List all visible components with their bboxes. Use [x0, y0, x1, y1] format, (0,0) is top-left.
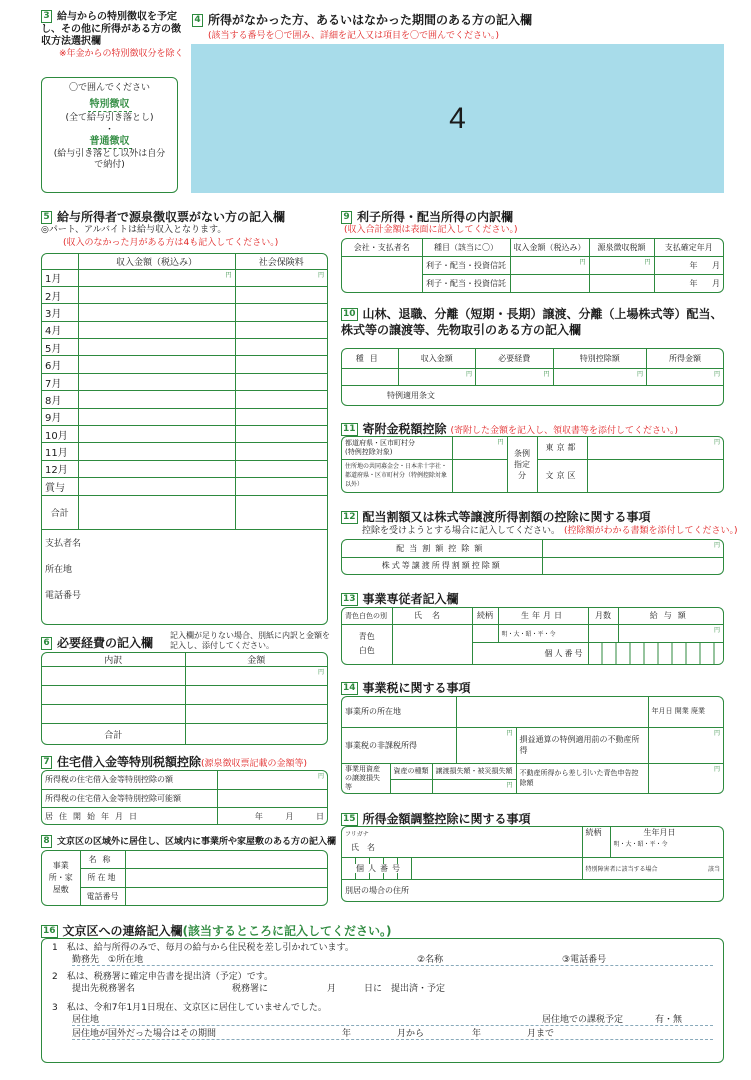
section-3 — [41, 10, 186, 60]
section-4-title: 所得がなかった方、あるいはなかった期間のある方の記入欄 — [208, 13, 533, 27]
salary-table — [41, 253, 328, 625]
interest-table — [341, 238, 724, 293]
salary-col-income: 収入金額（税込み） — [78, 254, 235, 269]
salary-month-income[interactable] — [78, 478, 235, 495]
contact-line-3-period[interactable]: 居住地が国外だった場合はその期間 年 月から 年 月まで — [72, 1028, 713, 1042]
dividend-deduction-amount[interactable]: 円 — [542, 540, 723, 557]
expense-detail[interactable] — [42, 705, 185, 724]
salary-month-income[interactable] — [78, 391, 235, 408]
loss-amount[interactable]: 円 — [432, 779, 516, 793]
salary-month-insurance[interactable] — [235, 339, 327, 356]
separate-deduction[interactable]: 円 — [553, 369, 646, 386]
premises-address-label: 所在地 — [80, 869, 125, 887]
premises-name-label: 名称 — [80, 851, 125, 869]
real-estate-label: 損益通算の特例適用前の不動産所得 — [516, 727, 648, 763]
section-11-title: 寄附金税額控除 — [362, 422, 447, 436]
salary-month-row — [42, 269, 327, 286]
contact-line-2: 2 私は、税務署に確定申告書を提出済（予定）です。 — [52, 972, 274, 982]
interest-col-income: 収入金額（税込み） — [510, 239, 589, 256]
contact-line-1-fields[interactable]: 勤務先 ①所在地 ②名称 ③電話番号 — [72, 954, 713, 968]
salary-month-row — [42, 408, 327, 425]
bunkyo-amount[interactable] — [587, 459, 723, 492]
adjust-kojin-cell[interactable]: 個人番号 — [342, 857, 582, 879]
section-13-number: 13 — [343, 594, 356, 604]
section-14-heading — [341, 679, 471, 696]
separate-expense[interactable]: 円 — [476, 369, 554, 386]
interest-col-date: 支払確定年月 — [654, 239, 723, 256]
salary-month-income[interactable] — [78, 286, 235, 303]
section-13-heading — [341, 590, 459, 607]
salary-month-row — [42, 478, 327, 495]
salary-month-label: 6月 — [42, 356, 78, 373]
salary-month-insurance[interactable]: 円 — [235, 269, 327, 286]
salary-total-income[interactable] — [78, 495, 235, 529]
separate-income[interactable]: 円 — [398, 369, 476, 386]
interest-kind[interactable]: 利子・配当・投資信託 — [422, 275, 510, 292]
separate-col-deduction: 特別控除額 — [553, 349, 646, 369]
dividend-deduction-label: 配当割額控除額 — [342, 540, 542, 557]
tokyo-label: 東京都 — [537, 437, 587, 459]
nontaxable-label: 事業税の非課税所得 — [342, 727, 456, 763]
section-9-note: (収入合計金額は表面に記入してください。) — [344, 225, 518, 235]
salary-month-income[interactable] — [78, 443, 235, 460]
section-5-title: 給与所得者で源泉徴収票がない方の記入欄 — [57, 210, 286, 224]
donation-other-label: 住所地の共同募金会・日本赤十字社・都道府県・区市町村分（特例控除対象以外） — [342, 459, 452, 492]
housing-possible-label: 所得税の住宅借入金等特別控除可能額 — [42, 789, 217, 807]
section-6-number: 6 — [41, 637, 52, 650]
salary-month-income[interactable] — [78, 373, 235, 390]
family-kojin-label: 個人番号 — [472, 643, 588, 664]
expenses-table — [41, 652, 328, 745]
section-5-note: (収入のなかった月がある方は4も記入してください。) — [63, 238, 279, 248]
section-15-heading — [341, 810, 531, 827]
section-5-heading — [41, 208, 285, 225]
salary-month-label: 10月 — [42, 426, 78, 443]
contact-line-3-residence[interactable]: 居住地 居住地での課税予定 有・無 — [72, 1014, 713, 1028]
salary-month-income[interactable]: 円 — [78, 269, 235, 286]
interest-col-payer: 会社・支払者名 — [342, 239, 422, 256]
adjust-name-cell[interactable]: フリガナ 氏名 — [342, 827, 582, 857]
salary-total-label: 合計 — [42, 495, 78, 529]
family-employee-table — [341, 607, 724, 665]
section-5-sub: ◎パート、アルバイトは給与収入となります。 — [41, 225, 227, 235]
donation-pref-amount[interactable]: 円 — [452, 437, 507, 459]
residence-start-label: 居住開始年月日 — [42, 807, 217, 825]
section-16-note: (該当するところに記入してください。) — [182, 924, 392, 938]
section-6-note: 記入欄が足りない場合、別紙に内訳と金額を記入し、添付してください。 — [170, 631, 330, 650]
circle-instruction: 〇で囲んでください — [68, 83, 150, 93]
expense-detail[interactable] — [42, 686, 185, 705]
section-14-title: 事業税に関する事項 — [362, 681, 471, 695]
family-col-months: 月数 — [588, 608, 618, 624]
interest-payer[interactable] — [342, 256, 422, 292]
business-tax-table — [341, 696, 724, 794]
premises-phone-label: 電話番号 — [80, 887, 125, 905]
ordinance-label: 条例指定分 — [507, 437, 537, 492]
section-9-title: 利子所得・配当所得の内訳欄 — [357, 210, 514, 224]
section-4-heading — [192, 11, 532, 28]
stock-deduction-amount[interactable] — [542, 557, 723, 574]
donation-pref-label: 都道府県・区市町村分 (特例控除対象) — [342, 437, 452, 459]
housing-deduction-amount[interactable]: 円 — [217, 771, 327, 789]
section-7-note: (源泉徴収票記載の金額等) — [201, 759, 308, 769]
section-12-heading — [341, 508, 651, 525]
separate-col-kind: 種目 — [342, 349, 398, 369]
asset-kind[interactable] — [390, 779, 432, 793]
salary-month-insurance[interactable] — [235, 460, 327, 477]
salary-month-income[interactable] — [78, 321, 235, 338]
interest-income[interactable]: 円 — [510, 256, 589, 274]
section-11-heading — [341, 420, 678, 437]
contact-box — [41, 938, 724, 1063]
section-4-number: 4 — [192, 14, 203, 27]
salary-month-label: 3月 — [42, 304, 78, 321]
salary-month-label: 11月 — [42, 443, 78, 460]
salary-month-label: 8月 — [42, 391, 78, 408]
salary-month-insurance[interactable] — [235, 373, 327, 390]
section-5-number: 5 — [41, 211, 52, 224]
option-bullet: ・ — [104, 125, 114, 135]
section-10-number: 10 — [343, 309, 356, 319]
blue-white-choice[interactable]: 青色 白色 — [342, 624, 392, 664]
income-adjustment-table — [341, 826, 724, 902]
expenses-col-amount: 金額 — [185, 653, 327, 667]
salary-month-insurance[interactable] — [235, 286, 327, 303]
blue-return-amount[interactable]: 円 — [648, 763, 723, 793]
salary-month-row — [42, 304, 327, 321]
payer-phone-label: 電話番号 — [45, 590, 82, 601]
family-col-color: 青色白色の別 — [342, 608, 392, 624]
salary-month-label: 9月 — [42, 408, 78, 425]
section-6-title: 必要経費の記入欄 — [57, 636, 154, 650]
salary-month-row — [42, 426, 327, 443]
premises-side-label: 事業所・家屋敷 — [42, 851, 80, 905]
salary-month-income[interactable] — [78, 304, 235, 321]
interest-col-tax: 源泉徴収税額 — [589, 239, 654, 256]
expense-amount[interactable] — [185, 686, 327, 705]
separate-kind[interactable] — [342, 369, 398, 386]
loss-label: 事業用資産の譲渡損失等 — [342, 763, 390, 793]
salary-total-insurance[interactable] — [235, 495, 327, 529]
open-close-date[interactable]: 年月日 開業 廃業 — [648, 697, 723, 727]
salary-month-row — [42, 356, 327, 373]
section-16-number: 16 — [43, 926, 56, 936]
redacted-number: 4 — [449, 101, 466, 135]
section-3-note: ※年金からの特別徴収分を除く — [59, 48, 184, 59]
salary-month-label: 1月 — [42, 269, 78, 286]
normal-collection-option[interactable]: 普通徴収 — [89, 136, 130, 147]
special-collection-option[interactable]: 特別徴収 — [89, 99, 130, 110]
salary-month-row — [42, 339, 327, 356]
family-salary[interactable]: 円 — [618, 624, 723, 643]
donation-table — [341, 436, 724, 493]
separate-address-cell[interactable]: 別居の場合の住所 — [342, 879, 723, 901]
salary-month-label: 4月 — [42, 321, 78, 338]
salary-month-row — [42, 286, 327, 303]
section-10-title: 山林、退職、分離（短期・長期）譲渡、分離（上場株式等）配当、株式等の譲渡等、先物取引のある方の記入欄 — [341, 307, 723, 337]
separate-income-total[interactable]: 円 — [646, 369, 723, 386]
section-15-title: 所得金額調整控除に関する事項 — [362, 812, 531, 826]
contact-line-3: 3 私は、令和7年1月1日現在、文京区に居住していませんでした。 — [52, 1003, 327, 1013]
section-8-heading — [41, 834, 336, 848]
section-9-heading — [341, 208, 513, 225]
interest-income[interactable] — [510, 275, 589, 292]
salary-month-insurance[interactable] — [235, 426, 327, 443]
family-col-salary: 給与額 — [618, 608, 723, 624]
nontaxable-amount[interactable]: 円 — [456, 727, 516, 763]
section-6-heading — [41, 634, 153, 651]
dividend-deduction-table — [341, 539, 724, 575]
salary-month-row — [42, 373, 327, 390]
section-8-number: 8 — [41, 835, 52, 848]
expense-amount[interactable] — [185, 705, 327, 724]
expenses-total-label: 合計 — [42, 724, 185, 746]
section-16-heading — [41, 922, 392, 939]
expense-detail[interactable] — [42, 667, 185, 686]
section-9-number: 9 — [341, 211, 352, 224]
salary-month-row — [42, 443, 327, 460]
special-disability-cell[interactable]: 特別障害者に該当する場合 該当 — [582, 857, 723, 879]
business-premises-table — [41, 850, 328, 906]
real-estate-amount[interactable]: 円 — [648, 727, 723, 763]
section-10-heading — [341, 306, 726, 338]
salary-month-insurance[interactable] — [235, 408, 327, 425]
loss-amount-label: 譲渡損失額・被災損失額 — [432, 763, 516, 779]
section-16-title: 文京区への連絡記入欄 — [62, 924, 183, 938]
salary-month-insurance[interactable] — [235, 304, 327, 321]
housing-loan-table — [41, 770, 328, 825]
collection-method-box — [41, 77, 178, 193]
expenses-total[interactable] — [185, 724, 327, 746]
interest-date[interactable]: 年 月 — [654, 275, 723, 292]
separate-col-income: 収入金額 — [398, 349, 476, 369]
section-7-number: 7 — [41, 756, 52, 769]
salary-month-income[interactable] — [78, 356, 235, 373]
family-col-relation: 続柄 — [472, 608, 498, 624]
section-12-title: 配当割額又は株式等譲渡所得割額の控除に関する事項 — [362, 510, 651, 524]
premises-address[interactable] — [125, 869, 327, 887]
salary-month-income[interactable] — [78, 408, 235, 425]
salary-month-insurance[interactable] — [235, 321, 327, 338]
normal-collection-sub: (給与引き落とし以外は自分で納付) — [53, 149, 166, 170]
salary-month-label: 12月 — [42, 460, 78, 477]
housing-possible-amount[interactable] — [217, 789, 327, 807]
stock-deduction-label: 株式等譲渡所得割額控除額 — [342, 557, 542, 574]
contact-line-1: 1 私は、給与所得のみで、毎月の給与から住民税を差し引かれています。 — [52, 943, 354, 953]
residence-start-date[interactable]: 年 月 日 — [217, 807, 327, 825]
salary-month-income[interactable] — [78, 460, 235, 477]
payer-name-label: 支払者名 — [45, 538, 82, 549]
interest-tax[interactable] — [589, 275, 654, 292]
contact-line-2-fields[interactable]: 提出先税務署名 税務署に 月 日に 提出済・予定 — [72, 984, 446, 994]
salary-month-label: 7月 — [42, 373, 78, 390]
premises-name[interactable] — [125, 851, 327, 869]
section-11-number: 11 — [343, 424, 356, 434]
separate-col-income-total: 所得金額 — [646, 349, 723, 369]
salary-month-insurance[interactable] — [235, 391, 327, 408]
asset-kind-label: 資産の種類 — [390, 763, 432, 779]
separate-income-table — [341, 348, 724, 406]
tokyo-amount[interactable]: 円 — [587, 437, 723, 459]
interest-tax[interactable]: 円 — [589, 256, 654, 274]
section-3-number: 3 — [41, 10, 52, 23]
section-12-sub: 控除を受けようとする場合に記入してください。 (控除額がわかる書類を添付してください。) — [362, 526, 738, 536]
family-kojin-number[interactable] — [588, 643, 723, 664]
family-name[interactable] — [392, 624, 472, 664]
business-address[interactable] — [456, 697, 648, 727]
payer-address-label: 所在地 — [45, 564, 73, 575]
salary-month-row — [42, 460, 327, 477]
business-address-label: 事業所の所在地 — [342, 697, 456, 727]
interest-kind[interactable]: 利子・配当・投資信託 — [422, 256, 510, 274]
family-col-birth: 生年月日 — [498, 608, 588, 624]
section-12-number: 12 — [343, 512, 356, 522]
section-3-title: 給与からの特別徴収を予定し、その他に所得がある方の徴収方法選択欄 — [41, 11, 181, 47]
section-14-number: 14 — [343, 683, 356, 693]
family-months[interactable] — [588, 624, 618, 643]
salary-month-income[interactable] — [78, 426, 235, 443]
special-collection-sub: (全て給与引き落とし) — [65, 113, 154, 123]
salary-month-label: 2月 — [42, 286, 78, 303]
housing-deduction-label: 所得税の住宅借入金等特別控除の額 — [42, 771, 217, 789]
salary-month-label: 5月 — [42, 339, 78, 356]
bunkyo-label: 文京区 — [537, 459, 587, 492]
adjust-birth-cell[interactable]: 生年月日 明・大・昭・平・令 — [610, 827, 723, 857]
donation-other-amount[interactable] — [452, 459, 507, 492]
expenses-col-detail: 内訳 — [42, 653, 185, 667]
interest-col-kind: 種目（該当に〇） — [422, 239, 510, 256]
interest-date[interactable]: 年 月 — [654, 256, 723, 274]
expense-amount[interactable]: 円 — [185, 667, 327, 686]
section-7-title: 住宅借入金等特別税額控除 — [57, 755, 202, 769]
salary-month-label: 賞与 — [42, 478, 78, 495]
salary-month-row — [42, 321, 327, 338]
section-4-note: (該当する番号を〇で囲み、詳細を記入又は項目を〇で囲んでください。) — [208, 31, 500, 41]
premises-phone[interactable] — [125, 887, 327, 905]
section-7-heading — [41, 753, 307, 770]
salary-month-insurance[interactable] — [235, 356, 327, 373]
family-relation[interactable] — [472, 624, 498, 643]
special-article-label[interactable]: 特例適用条文 — [387, 390, 435, 400]
salary-col-insurance: 社会保険料 — [235, 254, 327, 269]
blue-return-label: 不動産所得から差し引いた青色申告控除額 — [516, 763, 648, 793]
salary-month-income[interactable] — [78, 339, 235, 356]
family-col-name: 氏名 — [392, 608, 472, 624]
separate-col-expense: 必要経費 — [476, 349, 554, 369]
no-income-box[interactable] — [191, 44, 724, 193]
section-8-title: 文京区の区域外に居住し、区域内に事業所や家屋敷のある方の記入欄 — [57, 837, 337, 847]
salary-month-insurance[interactable] — [235, 478, 327, 495]
salary-month-row — [42, 391, 327, 408]
section-13-title: 事業専従者記入欄 — [362, 592, 459, 606]
section-11-note: (寄附した金額を記入し、領収書等を添付してください。) — [450, 426, 679, 436]
section-15-number: 15 — [343, 814, 356, 824]
adjust-relation-cell[interactable]: 続柄 — [582, 827, 610, 857]
family-birth[interactable]: 明・大・昭・平・令 — [498, 624, 588, 643]
salary-month-insurance[interactable] — [235, 443, 327, 460]
